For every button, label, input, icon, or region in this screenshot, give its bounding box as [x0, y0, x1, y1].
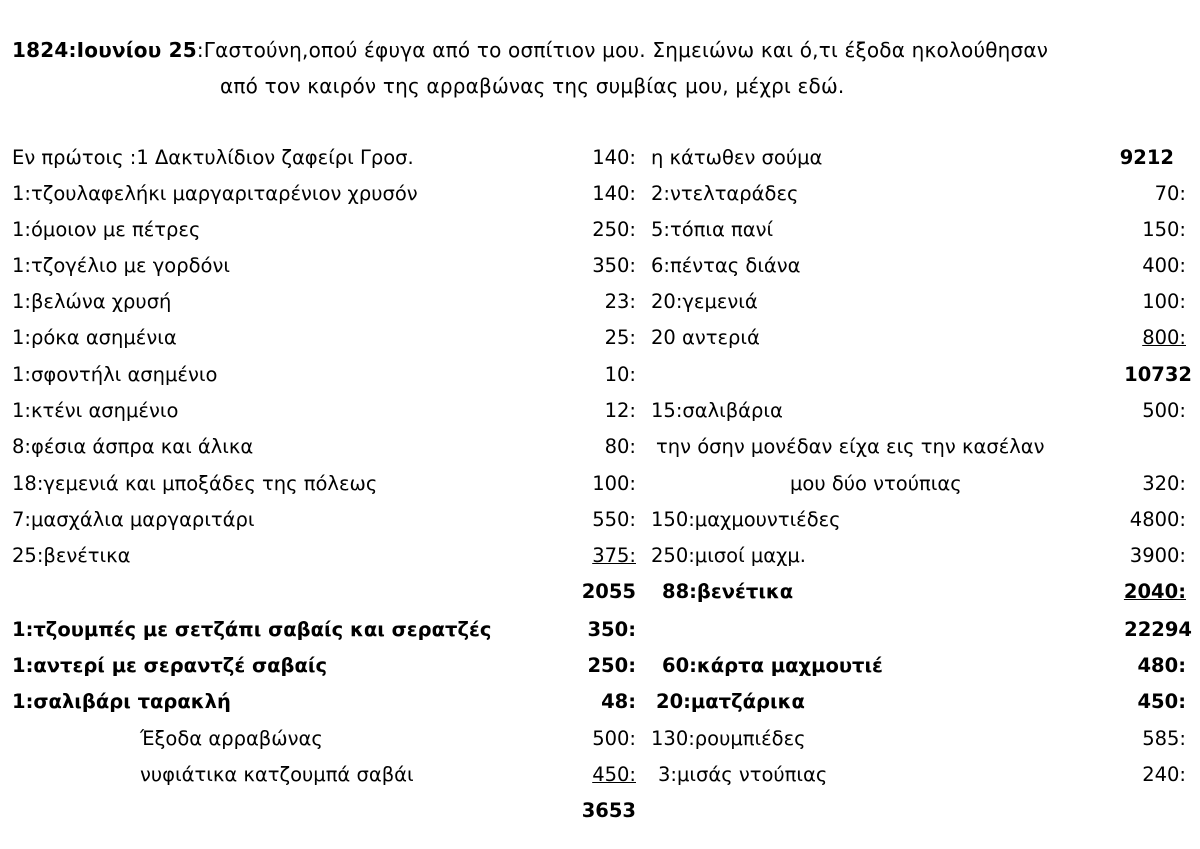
left-amount: 100:: [592, 472, 636, 495]
left-item: 1:όμοιον με πέτρες: [12, 218, 201, 241]
right-item: 20 αντεριά: [651, 326, 760, 349]
left-total: 3653: [581, 799, 636, 822]
right-item: 250:μισοί μαχμ.: [651, 544, 807, 567]
left-amount: 80:: [604, 435, 636, 458]
left-item: 1:σαλιβάρι ταρακλή: [12, 690, 231, 713]
right-amount: 800:: [1142, 326, 1186, 349]
right-item: 2:ντελταράδες: [651, 182, 799, 205]
right-item: 5:τόπια πανί: [651, 218, 774, 241]
left-item: 1:σφοντήλι ασημένιο: [12, 363, 218, 386]
left-subtotal: 2055: [581, 580, 636, 603]
left-item: 1:κτένι ασημένιο: [12, 399, 179, 422]
right-item: 20:ματζάρικα: [656, 690, 805, 713]
right-item: την όσην μονέδαν είχα εις την κασέλαν: [656, 435, 1045, 458]
right-item: 60:κάρτα μαχμουτιέ: [662, 654, 883, 677]
left-item: 1:αντερί με σεραντζέ σαβαίς: [12, 654, 328, 677]
left-amount: 250:: [587, 654, 636, 677]
left-amount: 250:: [592, 218, 636, 241]
left-amount: 140:: [592, 146, 636, 169]
header-line-2: από τον καιρόν της αρραβώνας της συμβίας μου, μέχρι εδώ.: [220, 74, 845, 98]
right-amount: 500:: [1142, 399, 1186, 422]
left-item: 1:τζογέλιο με γορδόνι: [12, 254, 230, 277]
header-line-1: [12, 38, 1048, 62]
left-amount: 12:: [604, 399, 636, 422]
left-item: νυφιάτικα κατζουμπά σαβάι: [140, 763, 414, 786]
right-amount: 100:: [1142, 290, 1186, 313]
left-item: 8:φέσια άσπρα και άλικα: [12, 435, 254, 458]
left-amount: 450:: [592, 763, 636, 786]
left-item: Εν πρώτοις :1 Δακτυλίδιον ζαφείρι Γροσ.: [12, 146, 414, 169]
right-amount: 400:: [1142, 254, 1186, 277]
left-item: 18:γεμενιά και μποξάδες της πόλεως: [12, 472, 378, 495]
right-amount: 240:: [1142, 763, 1186, 786]
right-item: μου δύο ντούπιας: [790, 472, 962, 495]
right-subtotal: 10732: [1124, 363, 1192, 386]
right-item: η κάτωθεν σούμα: [651, 146, 823, 169]
left-item: 1:τζουλαφελήκι μαργαριταρένιον χρυσόν: [12, 182, 418, 205]
left-item: 1:βελώνα χρυσή: [12, 290, 172, 313]
left-item: 25:βενέτικα: [12, 544, 131, 567]
right-amount: 9212: [1119, 146, 1174, 169]
right-item: 88:βενέτικα: [662, 580, 794, 603]
right-amount: 450:: [1137, 690, 1186, 713]
header-date: 1824:Ιουνίου 25: [12, 38, 197, 62]
left-amount: 23:: [604, 290, 636, 313]
right-amount: 2040:: [1123, 580, 1186, 603]
right-amount: 320:: [1142, 472, 1186, 495]
left-amount: 350:: [592, 254, 636, 277]
left-item: 7:μασχάλια μαργαριτάρι: [12, 508, 255, 531]
left-item: 1:ρόκα ασημένια: [12, 326, 177, 349]
left-amount: 550:: [592, 508, 636, 531]
left-amount: 500:: [592, 727, 636, 750]
right-item: 150:μαχμουντιέδες: [651, 508, 841, 531]
left-amount: 350:: [587, 618, 636, 641]
right-item: 15:σαλιβάρια: [651, 399, 783, 422]
header-text-1: :Γαστούνη,οπού έφυγα από το οσπίτιον μου. Σημειώνω και ό,τι έξοδα ηκολούθησαν: [196, 38, 1049, 62]
right-amount: 70:: [1154, 182, 1186, 205]
right-subtotal: 22294: [1124, 618, 1192, 641]
right-amount: 585:: [1142, 727, 1186, 750]
left-amount: 140:: [592, 182, 636, 205]
right-amount: 3900:: [1129, 544, 1186, 567]
right-item: 3:μισάς ντούπιας: [658, 763, 828, 786]
right-amount: 150:: [1142, 218, 1186, 241]
right-item: 6:πέντας διάνα: [651, 254, 801, 277]
left-amount: 10:: [604, 363, 636, 386]
left-amount: 25:: [604, 326, 636, 349]
left-item: Έξοδα αρραβώνας: [140, 727, 323, 750]
left-amount: 375:: [592, 544, 636, 567]
left-item: 1:τζουμπές με σετζάπι σαβαίς και σερατζές: [12, 618, 492, 641]
right-item: 130:ρουμπιέδες: [651, 727, 806, 750]
left-amount: 48:: [601, 690, 636, 713]
right-item: 20:γεμενιά: [651, 290, 758, 313]
right-amount: 480:: [1137, 654, 1186, 677]
right-amount: 4800:: [1129, 508, 1186, 531]
